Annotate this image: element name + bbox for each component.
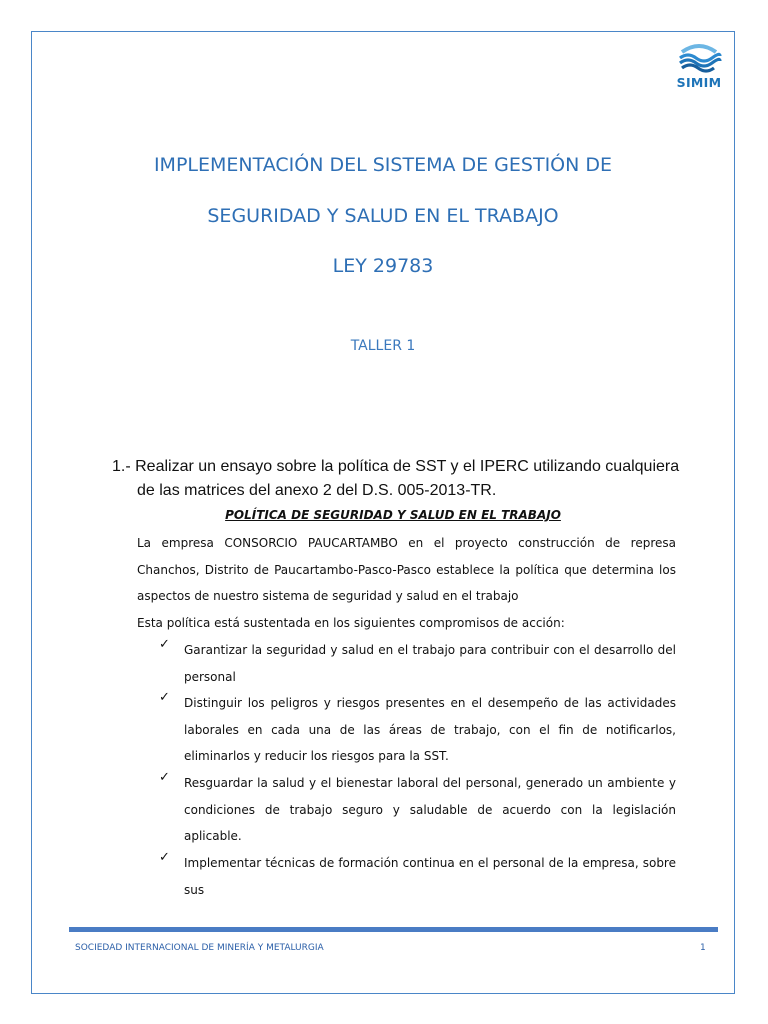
intro-paragraph: La empresa CONSORCIO PAUCARTAMBO en el proyecto construcción de represa Chanchos, Distrito de Paucartambo-Pasco-Pasco establece la política que determina los aspectos de nuestro sistema de seguridad y salud en el trabajo [137,536,676,603]
document-title-line-3: LEY 29783 [332,255,434,277]
page-number: 1 [700,943,706,953]
footer-divider [69,927,718,932]
section-title: POLÍTICA DE SEGURIDAD Y SALUD EN EL TRABAJO [225,508,561,522]
question-line-2: de las matrices del anexo 2 del D.S. 005-2013-TR. [137,482,497,499]
commitment-text: Garantizar la seguridad y salud en el trabajo para contribuir con el desarrollo del personal [184,643,676,684]
question-line-1: 1.- Realizar un ensayo sobre la política de SST y el IPERC utilizando cualquiera [112,458,680,475]
document-subtitle: TALLER 1 [350,338,416,354]
document-title-line-2: SEGURIDAD Y SALUD EN EL TRABAJO [207,205,559,227]
question-text [112,455,702,503]
check-icon: ✓ [159,637,170,652]
commitments-intro: Esta política está sustentada en los siguientes compromisos de acción: [137,616,565,630]
commitment-text: Distinguir los peligros y riesgos presentes en el desempeño de las actividades laborales en cada una de las áreas de trabajo, con el fin de notificarlos, eliminarlos y reducir los riesgos para la SST. [184,696,676,763]
logo-text: SIMIM [676,75,722,90]
document-title-line-1: IMPLEMENTACIÓN DEL SISTEMA DE GESTIÓN DE [153,154,613,176]
simim-logo [676,42,722,92]
check-icon: ✓ [159,690,170,705]
commitment-text: Implementar técnicas de formación continua en el personal de la empresa, sobre sus [184,856,676,897]
check-icon: ✓ [159,850,170,865]
waves-logo-icon [676,42,722,74]
footer-organization: SOCIEDAD INTERNACIONAL DE MINERÍA Y METALURGIA [75,943,324,953]
check-icon: ✓ [159,770,170,785]
commitment-text: Resguardar la salud y el bienestar laboral del personal, generado un ambiente y condiciones de trabajo seguro y saludable de acuerdo con la legislación aplicable. [184,776,676,843]
